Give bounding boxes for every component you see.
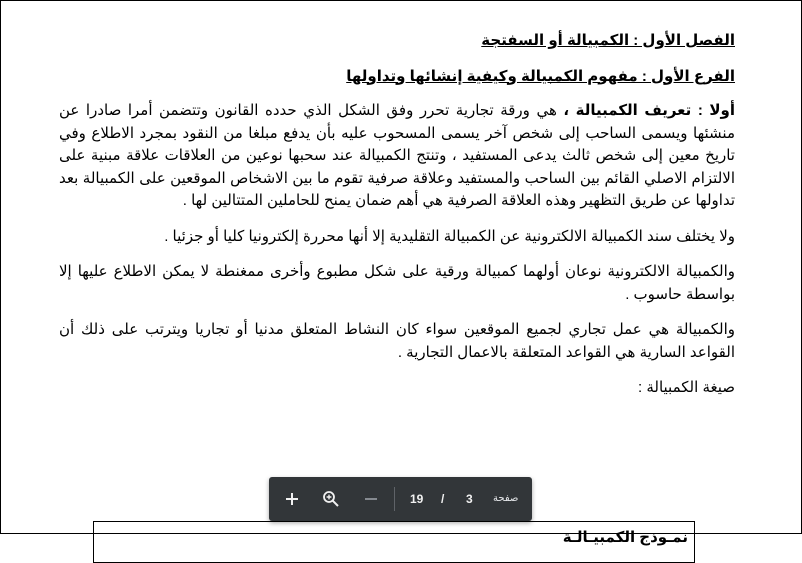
chapter-heading: الفصل الأول : الكمبيالة أو السفتجة [481, 32, 735, 49]
current-page-input[interactable]: 3 [466, 492, 473, 506]
definition-paragraph [59, 100, 735, 213]
bill-form-label: صيغة الكمبيالة : [638, 379, 735, 396]
definition-label: أولا : تعريف الكمبيالة ، [563, 102, 735, 119]
magnifier-plus-icon [322, 490, 340, 508]
page-separator: / [441, 492, 445, 506]
zoom-out-button[interactable] [357, 485, 385, 513]
definition-text: هي ورقة تجارية تحرر وفق الشكل الذي حدده القانون وتتضمن أمرا صادرا عن منشئها ويسمى الساحب إلى شخص آخر يسمى المسحوب عليه بأن يدفع مبلغا من النقود بمجرد الاطلاع وفي تاريخ معين إلى شخص ثالث يدعى المستفيد ، وتنتج الكمبيالة عند سحبها نوعين من العلاقات علاقة مبنية على الالتزام الاصلي القائم بين الساحب والمستفيد وعلاقة صرفية تقوم ما بين الاشخاص الموقعين على الكمبيالة بعد تداولها عن طريق التظهير وهذه العلاقة الصرفية هي أهم ضمان يمنح للحاملين المتتالين لها . [59, 102, 735, 209]
paragraph-commercial-act: والكمبيالة هي عمل تجاري لجميع الموقعين سواء كان النشاط المتعلق مدنيا أو تجاريا ويترتب على ذلك أن القواعد السارية هي القواعد المتعلقة بالاعمال التجارية . [59, 321, 735, 361]
toolbar-divider [394, 487, 395, 511]
bill-form-title: نمـوذج الكمبيـالـة [562, 529, 688, 546]
plus-icon [284, 491, 300, 507]
document-content [59, 30, 735, 399]
bill-form-box [93, 521, 695, 563]
zoom-in-button[interactable] [278, 485, 306, 513]
paragraph-bill-types: والكمبيالة الالكترونية نوعان أولهما كمبيالة ورقية على شكل مطبوع وأخرى ممغنطة لا يمكن الاطلاع عليها إلا بواسطة حاسوب . [59, 263, 735, 303]
total-pages: 19 [410, 492, 424, 506]
section-heading: الفرع الأول : مفهوم الكمبيالة وكيفية إنشائها وتداولها [346, 67, 735, 85]
paragraph-electronic-bill: ولا يختلف سند الكمبيالة الالكترونية عن الكمبيالة التقليدية إلا أنها محررة إلكترونيا كليا أو جزئيا . [164, 227, 735, 245]
page-label: صفحة [493, 493, 519, 504]
fit-page-button[interactable] [317, 485, 345, 513]
pdf-viewer-toolbar [269, 477, 532, 521]
minus-icon [363, 491, 379, 507]
